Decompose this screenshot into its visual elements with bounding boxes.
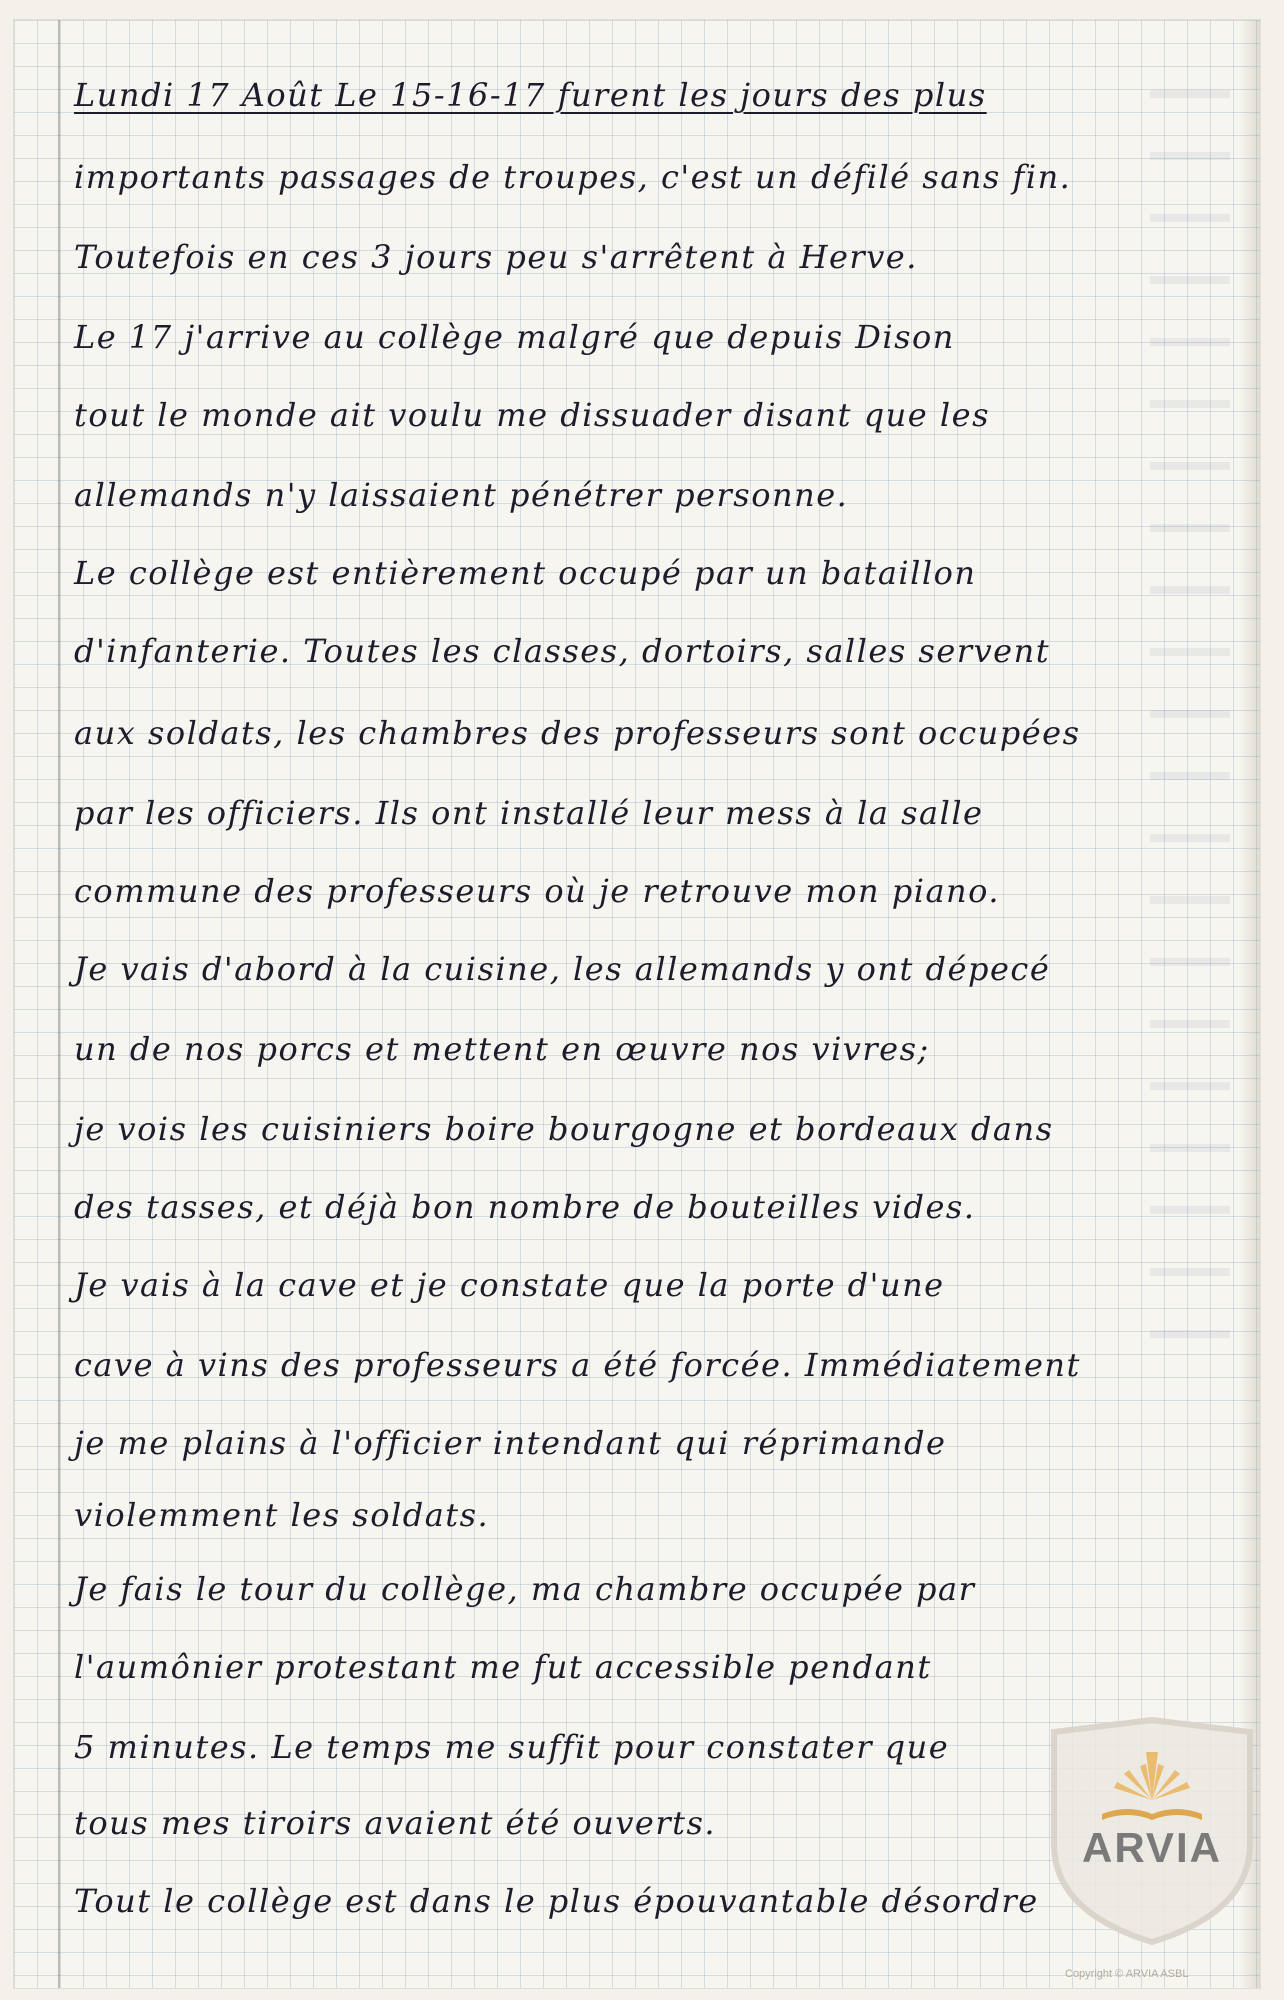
diary-line-6: allemands n'y laissaient pénétrer personne. <box>74 476 849 514</box>
copyright-text: Copyright © ARVIA ASBL <box>1065 1968 1189 1980</box>
notebook-page <box>14 20 1260 1988</box>
diary-line-24: Tout le collège est dans le plus épouvantable désordre <box>74 1882 1039 1920</box>
diary-line-16: Je vais à la cave et je constate que la porte d'une <box>74 1266 945 1304</box>
diary-line-19: violemment les soldats. <box>74 1496 490 1534</box>
page-edge <box>1240 20 1260 1988</box>
diary-line-7: Le collège est entièrement occupé par un bataillon <box>74 554 977 592</box>
diary-line-15: des tasses, et déjà bon nombre de bouteilles vides. <box>74 1188 976 1226</box>
arvia-logo <box>1040 1712 1264 1948</box>
diary-line-22: 5 minutes. Le temps me suffit pour constater que <box>74 1728 950 1766</box>
diary-line-1: Lundi 17 Août Le 15-16-17 furent les jours des plus <box>74 76 987 114</box>
diary-line-23: tous mes tiroirs avaient été ouverts. <box>74 1804 717 1842</box>
diary-line-20: Je fais le tour du collège, ma chambre occupée par <box>74 1570 976 1608</box>
diary-line-13: un de nos porcs et mettent en œuvre nos vivres; <box>74 1030 930 1068</box>
diary-line-3: Toutefois en ces 3 jours peu s'arrêtent à Herve. <box>74 238 918 276</box>
diary-line-2: importants passages de troupes, c'est un défilé sans fin. <box>74 158 1072 196</box>
bleed-through-ink <box>1150 90 1230 1390</box>
diary-line-9: aux soldats, les chambres des professeurs sont occupées <box>74 714 1081 752</box>
margin-line <box>58 20 60 1988</box>
diary-line-11: commune des professeurs où je retrouve mon piano. <box>74 872 1001 910</box>
diary-line-8: d'infanterie. Toutes les classes, dortoirs, salles servent <box>74 632 1051 670</box>
diary-line-17: cave à vins des professeurs a été forcée. Immédiatement <box>74 1346 1081 1384</box>
diary-line-5: tout le monde ait voulu me dissuader disant que les <box>74 396 990 434</box>
diary-line-12: Je vais d'abord à la cuisine, les allemands y ont dépecé <box>74 950 1051 988</box>
diary-line-18: je me plains à l'officier intendant qui réprimande <box>74 1424 947 1462</box>
diary-line-21: l'aumônier protestant me fut accessible pendant <box>74 1648 932 1686</box>
diary-line-4: Le 17 j'arrive au collège malgré que depuis Dison <box>74 318 955 356</box>
diary-line-14: je vois les cuisiniers boire bourgogne et bordeaux dans <box>74 1110 1054 1148</box>
logo-text: ARVIA <box>1082 1824 1222 1871</box>
diary-line-10: par les officiers. Ils ont installé leur mess à la salle <box>74 794 984 832</box>
